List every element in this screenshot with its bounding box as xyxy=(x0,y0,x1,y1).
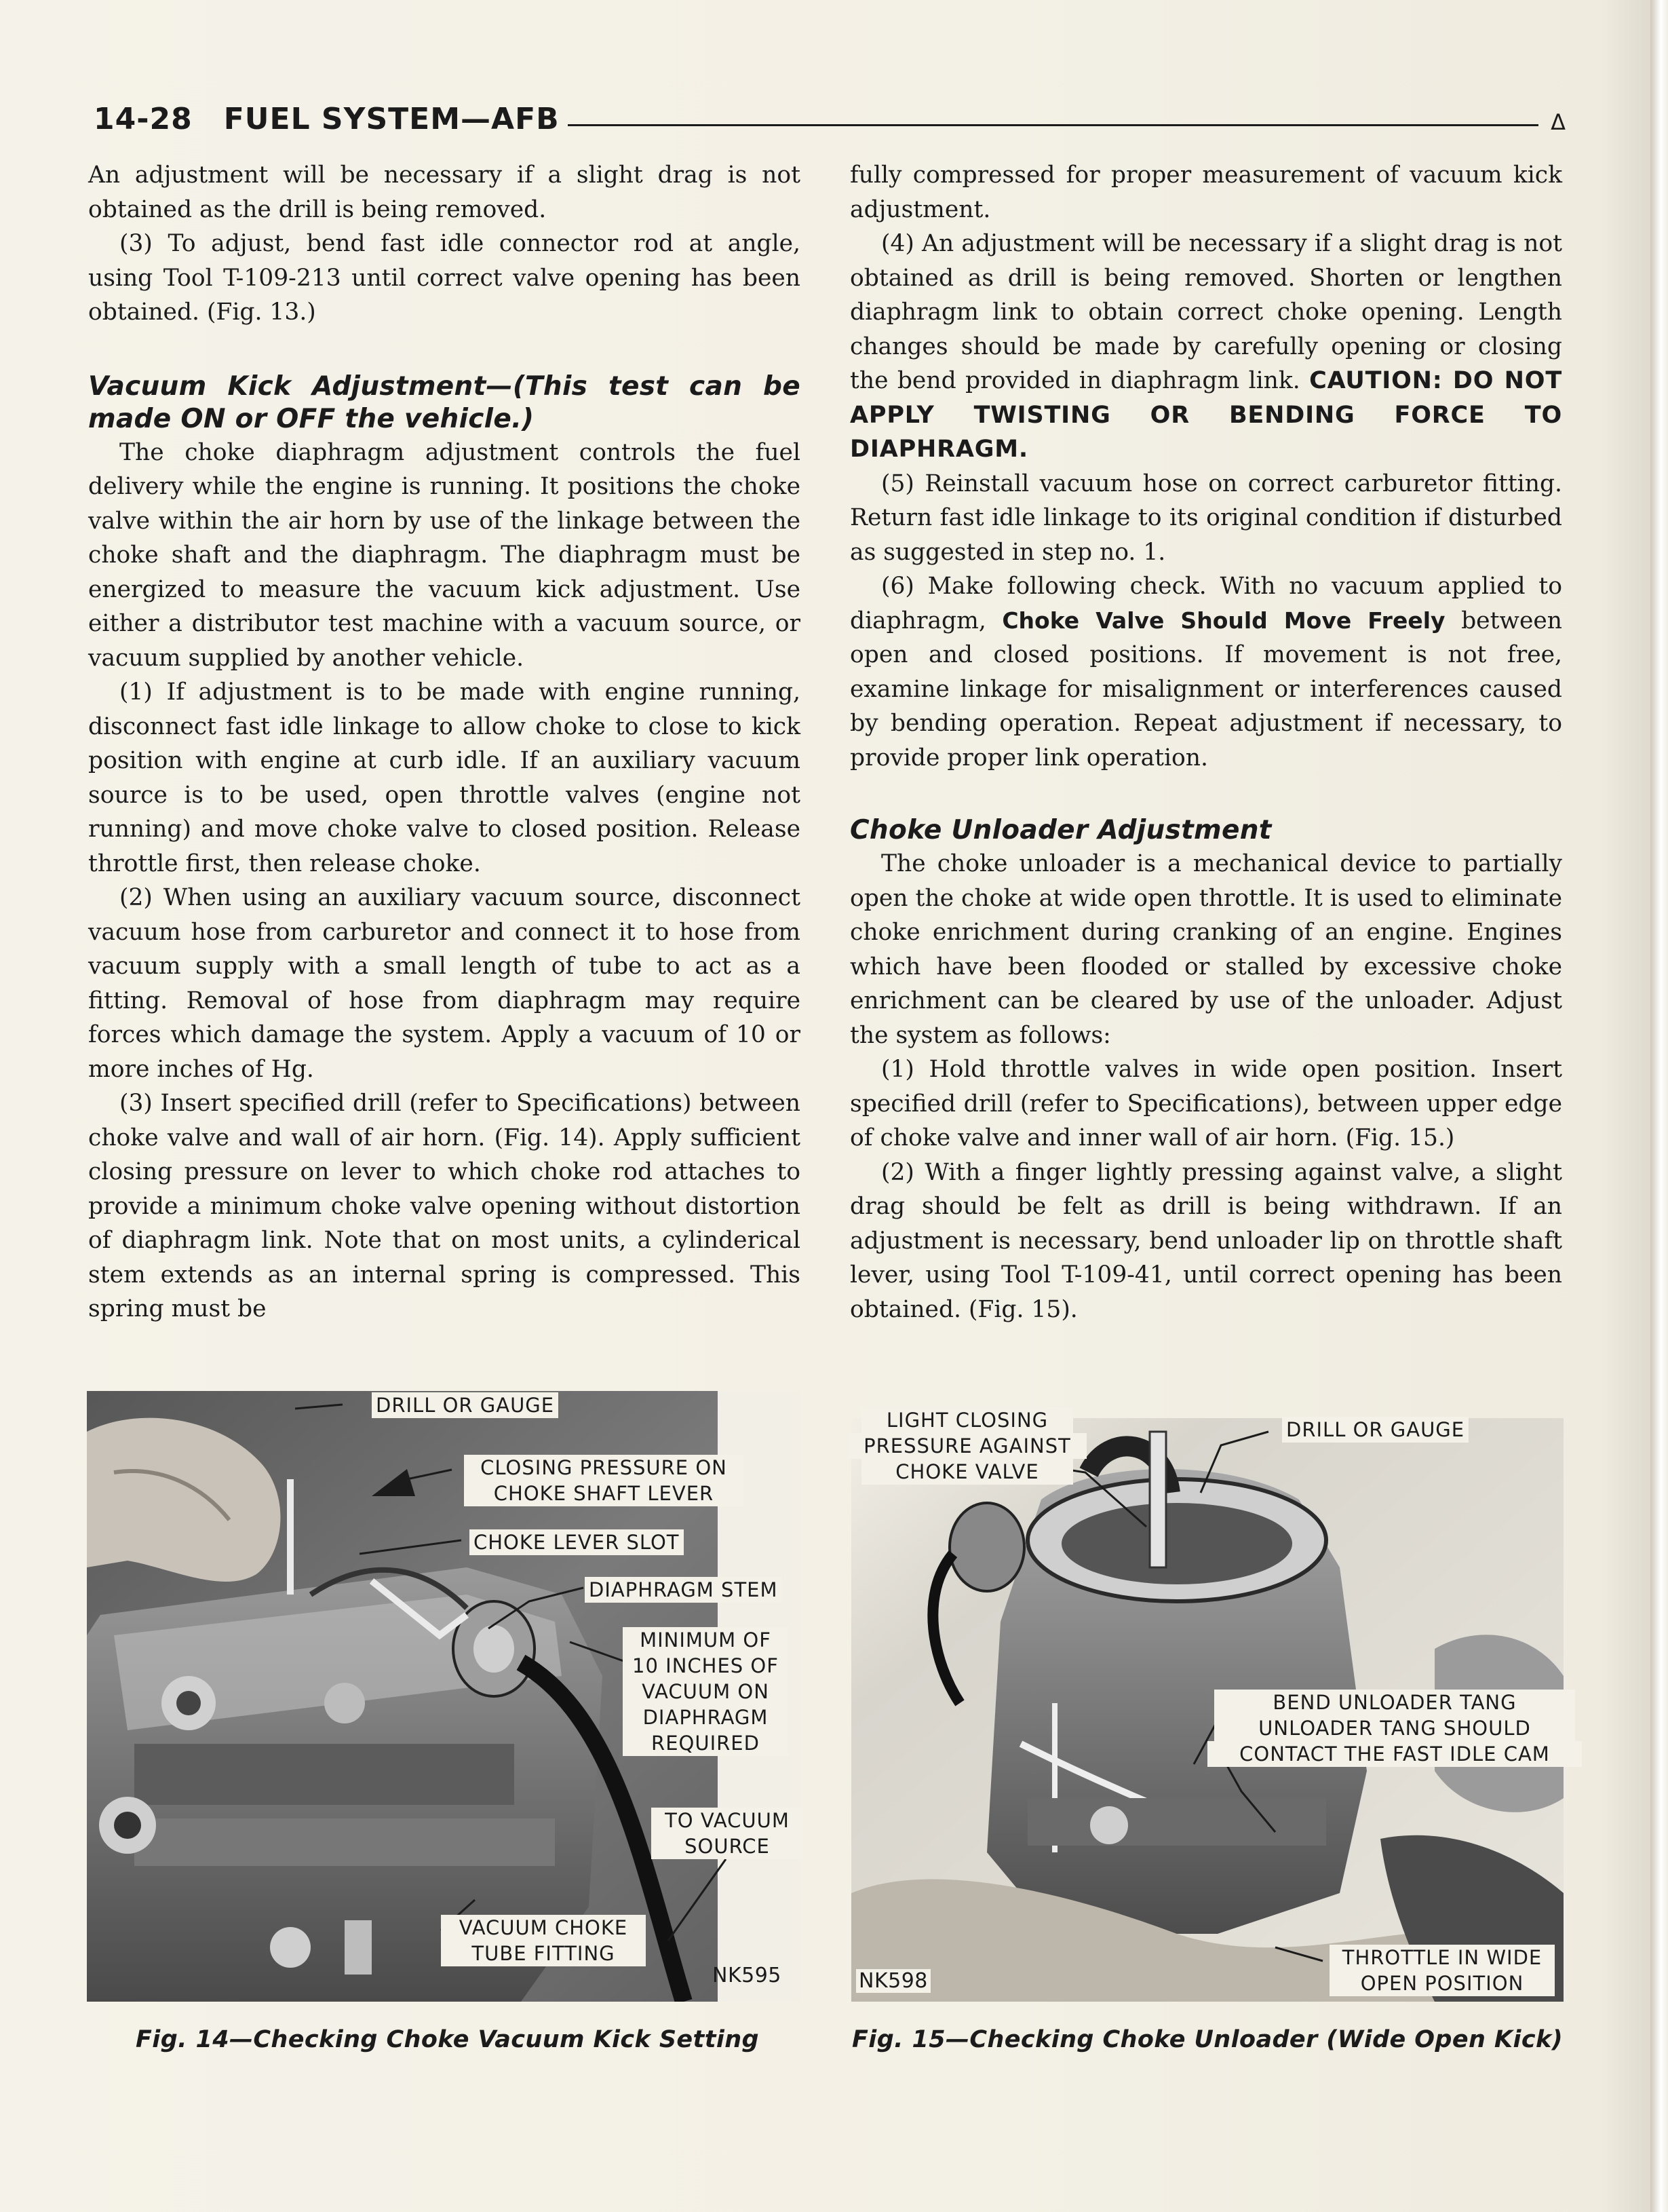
label-tube-fitting-2: TUBE FITTING xyxy=(441,1941,646,1966)
label-closing-pressure-1: CLOSING PRESSURE ON xyxy=(464,1455,743,1481)
label-throttle-2: OPEN POSITION xyxy=(1330,1970,1555,1996)
section-heading-vacuum-kick: Vacuum Kick Adjustment—(This test can be made ON or OFF the vehicle.) xyxy=(88,370,800,434)
paragraph: (3) Insert specified drill (refer to Specifications) between choke valve and wall of air horn. (Fig. 14). Apply sufficient closing pressure on lever to which choke rod attaches to provide a minimum choke valve opening without distortion of diaphragm link. Note that on most units, a cylinderical stem extends as an internal spring is compressed. This spring must be xyxy=(88,1090,800,1322)
label-tube-fitting-1: VACUUM CHOKE xyxy=(441,1915,646,1941)
label-bend-unloader-3: CONTACT THE FAST IDLE CAM xyxy=(1207,1741,1582,1767)
label-to-vacuum-2: SOURCE xyxy=(651,1833,803,1859)
caution-text: CAUTION: DO NOT APPLY TWISTING OR BENDING FORCE TO DIAPHRAGM. xyxy=(850,367,1562,463)
label-minimum-1: MINIMUM OF xyxy=(623,1627,788,1653)
label-choke-lever-slot: CHOKE LEVER SLOT xyxy=(469,1529,684,1555)
paragraph: An adjustment will be necessary if a slight drag is not obtained as the drill is being removed. xyxy=(88,161,800,223)
paragraph-text: between open and closed positions. If movement is not free, examine linkage for misalignment or interferences caused by bending operation. Repeat adjustment if necessary, to provide proper link operation. xyxy=(850,607,1563,771)
paragraph: (3) To adjust, bend fast idle connector rod at angle, using Tool T-109-213 until correct valve opening has been obtained. (Fig. 13.) xyxy=(88,230,800,326)
paragraph: (2) When using an auxiliary vacuum source, disconnect vacuum hose from carburetor and connect it to hose from vacuum supply with a small length of tube to act as a fitting. Removal of hose from diaphragm may require forces which damage the system. Apply a vacuum of 10 or more inches of Hg. xyxy=(88,884,800,1083)
label-closing-pressure-2: CHOKE SHAFT LEVER xyxy=(464,1481,743,1506)
section-title: FUEL SYSTEM—AFB xyxy=(223,102,560,136)
paragraph-text: (4) An adjustment will be necessary if a slight drag is not obtained as drill is being removed. Shorten or lengthen diaphragm link to obtain correct choke opening. Length changes should be made by carefully opening or closing the bend provided in diaphragm link. xyxy=(850,230,1562,394)
figure-code: NK595 xyxy=(712,1964,781,1987)
label-bend-unloader-2: UNLOADER TANG SHOULD xyxy=(1214,1715,1575,1741)
emphasis-text: Choke Valve Should Move Freely xyxy=(1002,607,1446,634)
label-bend-unloader-1: BEND UNLOADER TANG xyxy=(1214,1690,1575,1715)
label-drill-or-gauge: DRILL OR GAUGE xyxy=(372,1392,558,1418)
label-minimum-3: VACUUM ON xyxy=(623,1679,788,1704)
label-light-closing-2: PRESSURE AGAINST xyxy=(848,1433,1087,1459)
figure-caption: Fig. 15—Checking Choke Unloader (Wide Open Kick) xyxy=(852,2026,1564,2053)
label-minimum-2: 10 INCHES OF xyxy=(623,1653,788,1679)
triangle-marker-icon: Δ xyxy=(1551,109,1566,135)
paragraph: The choke unloader is a mechanical device to partially open the choke at wide open throttle. It is used to eliminate choke enrichment during cranking of an engine. Engines which have been flooded or stalled by excessive choke enrichment can be cleared by use of the unloader. Adjust the system as follows: xyxy=(850,850,1562,1049)
figure-code: NK598 xyxy=(856,1969,931,1993)
figure-caption: Fig. 14—Checking Choke Vacuum Kick Setting xyxy=(136,2026,759,2053)
paragraph: (2) With a finger lightly pressing against valve, a slight drag should be felt as drill is being withdrawn. If an adjustment is necessary, bend unloader lip on throttle shaft lever, using Tool T-109-41, until correct opening has been obtained. (Fig. 15). xyxy=(850,1158,1562,1323)
label-throttle-1: THROTTLE IN WIDE xyxy=(1330,1945,1555,1970)
paragraph: The choke diaphragm adjustment controls the fuel delivery while the engine is running. It positions the choke valve within the air horn by use of the linkage between the choke shaft and the diaphragm. The diaphragm must be energized to measure the vacuum kick adjustment. Use either a distributor test machine with a vacuum source, or vacuum supplied by another vehicle. xyxy=(88,438,800,672)
label-to-vacuum-1: TO VACUUM xyxy=(651,1808,803,1833)
paragraph: (1) If adjustment is to be made with engine running, disconnect fast idle linkage to allow choke to close to kick position with engine at curb idle. If an auxiliary vacuum source is to be used, open throttle valves (engine not running) and move choke valve to closed position. Release throttle first, then release choke. xyxy=(88,679,800,877)
paragraph: (5) Reinstall vacuum hose on correct carburetor fitting. Return fast idle linkage to its original condition if disturbed as suggested in step no. 1. xyxy=(850,470,1562,566)
label-light-closing-3: CHOKE VALVE xyxy=(861,1459,1073,1485)
label-minimum-4: DIAPHRAGM xyxy=(623,1704,788,1730)
label-drill-or-gauge: DRILL OR GAUGE xyxy=(1282,1417,1469,1443)
page-number: 14-28 xyxy=(94,102,193,136)
section-heading-choke-unloader: Choke Unloader Adjustment xyxy=(850,815,1272,845)
label-light-closing-1: LIGHT CLOSING xyxy=(861,1407,1073,1433)
paragraph: fully compressed for proper measurement of vacuum kick adjustment. xyxy=(850,161,1562,223)
paragraph-text: (6) Make following check. With no vacuum applied to diaphragm, xyxy=(850,573,1562,634)
label-diaphragm-stem: DIAPHRAGM STEM xyxy=(585,1577,782,1603)
paragraph: (1) Hold throttle valves in wide open position. Insert specified drill (refer to Specifications), between upper edge of choke valve and inner wall of air horn. (Fig. 15.) xyxy=(850,1056,1562,1151)
label-minimum-5: REQUIRED xyxy=(623,1730,788,1756)
